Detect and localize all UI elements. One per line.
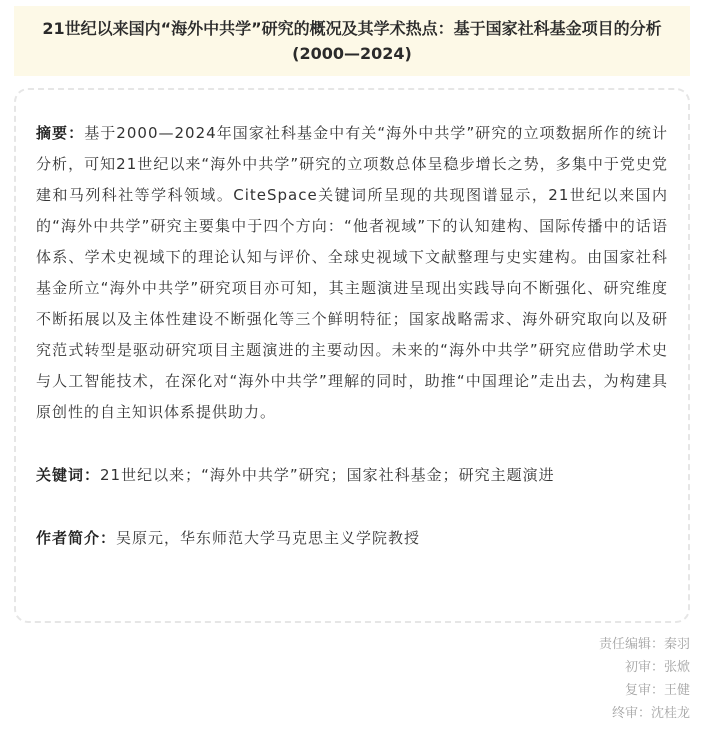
title-line-2: (2000—2024): [292, 44, 412, 63]
abstract-label: 摘要：: [36, 124, 85, 142]
abstract-text: 基于2000—2024年国家社科基金中有关“海外中共学”研究的立项数据所作的统计分析，可知21世纪以来“海外中共学”研究的立项数总体呈稳步增长之势，多集中于党史党建和马列科社等学科领域。CiteSpace关键词所呈现的共现图谱显示，21世纪以来国内的“海外中共学”研究主要集中于四个方向：“他者视域”下的认知建构、国际传播中的话语体系、学术史视域下的理论认知与评价、全球史视域下文献整理与史实建构。由国家社科基金所立“海外中共学”研究项目亦可知，其主题演进呈现出实践导向不断强化、研究维度不断拓展以及主体性建设不断强化等三个鲜明特征；国家战略需求、海外研究取向以及研究范式转型是驱动研究项目主题演进的主要动因。未来的“海外中共学”研究应借助学术史与人工智能技术，在深化对“海外中共学”理解的同时，助推“中国理论”走出去，为构建具原创性的自主知识体系提供助力。: [36, 124, 668, 421]
keywords-label: 关键词：: [36, 466, 101, 484]
credit-first-review: 初审：张焮: [624, 660, 690, 675]
title-line-1: 21世纪以来国内“海外中共学”研究的概况及其学术热点：基于国家社科基金项目的分析: [42, 19, 662, 38]
abstract-paragraph: [36, 118, 668, 428]
article-title: [14, 6, 690, 76]
editorial-credits: [599, 633, 690, 725]
abstract-box: [14, 88, 690, 623]
keywords-paragraph: [36, 460, 668, 491]
author-paragraph: [36, 523, 668, 554]
credit-final-review: 终审：沈桂龙: [611, 706, 690, 721]
author-text: 吴原元，华东师范大学马克思主义学院教授: [116, 529, 421, 547]
keywords-text: 21世纪以来；“海外中共学”研究；国家社科基金；研究主题演进: [100, 466, 555, 484]
author-label: 作者简介：: [36, 529, 117, 547]
credit-editor: 责任编辑：秦羽: [598, 637, 690, 652]
credit-second-review: 复审：王健: [624, 683, 690, 698]
